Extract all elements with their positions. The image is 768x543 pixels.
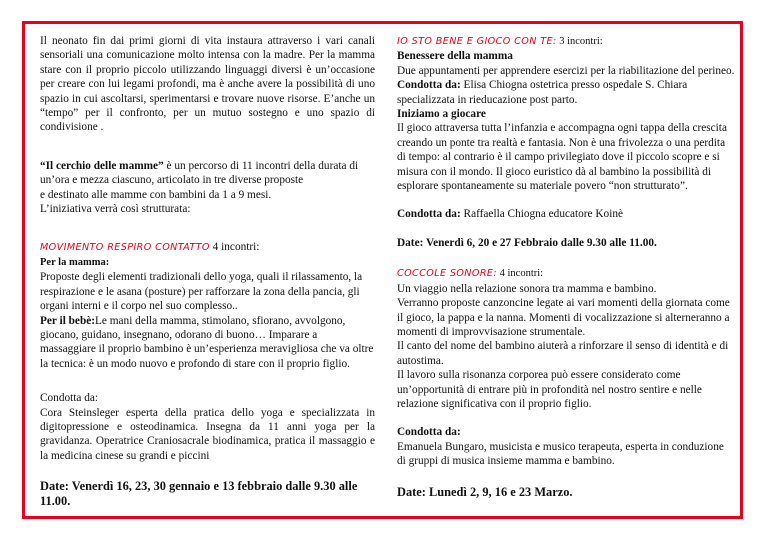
circle-title: “Il cerchio delle mamme” — [40, 159, 164, 172]
intro-paragraph: Il neonato fin dai primi giorni di vita instaura attraverso i vari canali sensoriali una comunicazione molto intensa con la madre. Per la mamma stare con il proprio piccolo utilizzando linguaggi diversi è un’occasione per creare con lui legami profondi, ma è anche avere la possibilità di uno spazio in cui ascoltarsi, sperimentarsi e trovare nuove risorse. E’anche un “tempo” per il confronto, per un mutuo sostegno e uno spazio di condivisione . — [40, 35, 375, 134]
play-title: Iniziamo a giocare — [397, 108, 486, 121]
play-count: 3 incontri: — [556, 36, 603, 47]
play-date: Date: Venerdì 6, 20 e 27 Febbraio dalle 9.30 alle 11.00. — [397, 236, 657, 249]
right-column — [397, 34, 735, 499]
baby-text: Le mani della mamma, stimolano, sfiorano, avvolgono, giocano, guidano, insegnano, odorano di buono… Imparare a massaggiare il proprio bambino è un’esperienza meravigliosa che va oltre la tecnica: è un modo nuovo e profondo di stare con il proprio figlio. — [40, 314, 374, 370]
song-text-3: Il canto del nome del bambino aiuterà a rinforzare il senso di identità e di autostima. — [397, 340, 729, 367]
cora-cond-label: Condotta da: — [40, 392, 99, 405]
song-text-1: Un viaggio nella relazione sonora tra mamma e bambino. — [397, 282, 657, 295]
wellness-cond — [397, 78, 735, 107]
song-text-4: Il lavoro sulla risonanza corporea può essere considerato come un’opportunità di entrare più in profondità nel nostro sentire e nelle relazione significativa con il proprio figlio. — [397, 369, 702, 410]
play-text: Il gioco attraversa tutta l’infanzia e accompagna ogni tappa della crescita creando un ponte tra realtà e fantasia. Non è una frivolezza o una perdita di tempo: al contrario è il campo privilegiato dove il piccolo scopre e si misura con il mondo. Il gioco euristico dà al bambino la possibilità di esplorare spontaneamente su materiale povero “non strutturato”. — [397, 122, 727, 193]
wellness-cond-text: Elisa Chiogna ostetrica presso ospedale S. Chiara specializzata in rieducazione post parto. — [397, 79, 688, 106]
song-count: 4 incontri: — [497, 268, 544, 280]
left-column — [40, 34, 375, 508]
baby-label: Per il bebè: — [40, 314, 96, 327]
mom-text: Proposte degli elementi tradizionali dello yoga, quali il rilassamento, la respirazione e le asana (posture) per rafforzare la zona della pancia, gli organi interni e il corpo nel suo complesso.. — [40, 271, 363, 313]
play-cond — [397, 207, 735, 221]
circle-line-3: e destinato alle mamme con bambini da 1 a 9 mesi. — [40, 188, 272, 201]
play-heading: IO STO BENE E GIOCO CON TE — [397, 36, 553, 47]
movement-heading: MOVIMENTO RESPIRO CONTATTO — [40, 242, 210, 254]
circle-description — [40, 159, 375, 173]
play-cond-label: Condotta da: — [397, 208, 461, 221]
baby-paragraph — [40, 314, 375, 372]
wellness-title: Benessere della mamma — [397, 50, 513, 63]
cora-cond-text: Cora Steinsleger esperta della pratica dello yoga e specializzata in digitopressione e osteodinamica. Insegna da 11 anni yoga per la gravidanza. Operatrice Craniosacrale biodinamica, pratica il massaggio e la medicina cinese su grandi e piccini — [40, 406, 375, 462]
play-heading-colon: : — [552, 36, 557, 47]
movement-heading-line — [40, 240, 375, 255]
circle-line-4: L’iniziativa verrà così strutturata: — [40, 203, 191, 216]
song-heading-colon: : — [493, 268, 497, 280]
movement-date: Date: Venerdì 16, 23, 30 gennaio e 13 febbraio dalle 9.30 alle 11.00. — [40, 479, 358, 508]
page-border — [22, 21, 743, 519]
song-date: Date: Lunedì 2, 9, 16 e 23 Marzo. — [397, 484, 573, 499]
circle-line-1: è un percorso di 11 incontri della durata di — [163, 159, 359, 172]
wellness-text: Due appuntamenti per apprendere esercizi per la riabilitazione del perineo. — [397, 64, 735, 77]
mom-label: Per la mamma: — [40, 256, 110, 268]
circle-line-2: un’ora e mezza ciascuno, articolato in tre diverse proposte — [40, 174, 304, 187]
song-heading: COCCOLE SONORE — [397, 268, 494, 280]
song-text-2: Verranno proposte canzoncine legate ai vari momenti della giornata come il gioco, la pappa e la nanna. Momenti di vocalizzazione si alterneranno a momenti di improvvisazione strumentale. — [397, 297, 730, 338]
song-cond-label: Condotta da: — [397, 426, 461, 439]
song-heading-line — [397, 266, 735, 281]
play-heading-line — [397, 34, 735, 49]
song-cond-text: Emanuela Bungaro, musicista e musico terapeuta, esperta in conduzione di gruppi di musica insieme mamma e bambino. — [397, 440, 724, 468]
play-cond-text: Raffaella Chiogna educatore Koinè — [460, 208, 623, 221]
wellness-cond-label: Condotta da: — [397, 79, 461, 92]
movement-count: 4 incontri: — [209, 241, 260, 254]
